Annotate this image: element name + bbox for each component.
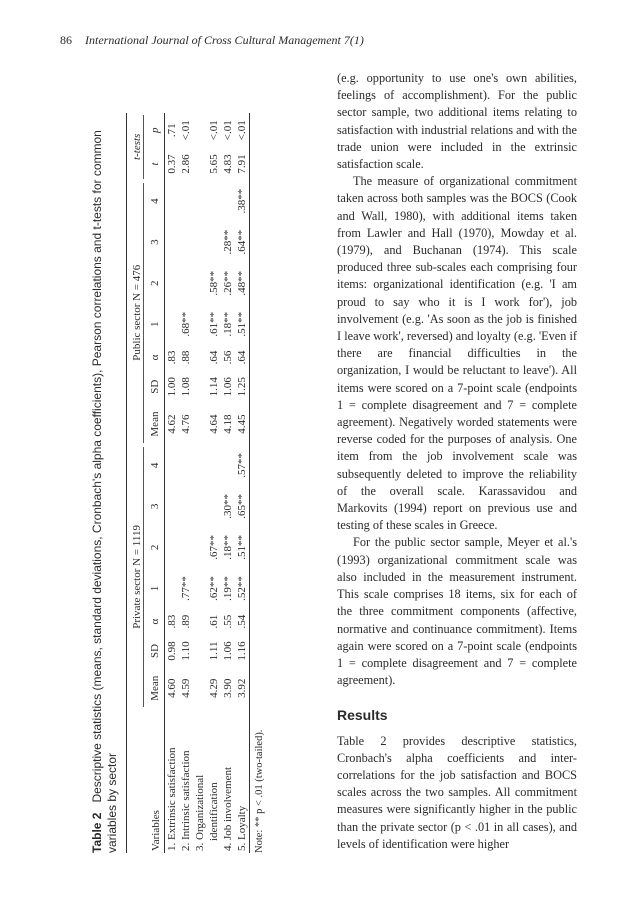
table-cell: .55	[222, 614, 234, 629]
table-cell: .18**	[222, 311, 234, 337]
table-cell: 1.16	[235, 634, 250, 667]
table-cell	[165, 527, 180, 568]
private-sector-header: Private sector N = 1119	[127, 445, 145, 709]
running-head	[60, 33, 364, 48]
table-cell: .51**	[235, 304, 250, 345]
public-sector-header: Public sector N = 476	[127, 181, 145, 445]
table-cell: 5.65	[208, 154, 220, 174]
table-cell	[193, 609, 207, 634]
table-cell	[193, 668, 207, 709]
table-cell	[193, 403, 207, 444]
table-cell: 1.08	[180, 377, 192, 397]
table-row	[179, 113, 193, 853]
table-cell: .30**	[222, 494, 234, 519]
column-header: 3	[144, 486, 165, 527]
table-label: Table 2	[90, 812, 104, 853]
paragraph-1: (e.g. opportunity to use one's own abilities, feelings of accomplishment). For the public sector sample, two additional items relating to satisfaction with industrial relations and with the trade union were included in the extrinsic satisfaction scale.	[337, 71, 577, 172]
table-cell	[207, 445, 221, 486]
table-cell	[165, 222, 180, 263]
column-header: Mean	[144, 668, 165, 709]
table-cell: .56	[222, 350, 234, 365]
column-header: 2	[144, 263, 165, 304]
table-cell: .71	[166, 123, 178, 138]
table-cell: .61**	[208, 311, 220, 337]
rotated-table	[80, 113, 315, 853]
column-header: 3	[144, 222, 165, 263]
table-cell	[193, 304, 207, 345]
table-cell: 1.06	[222, 377, 234, 397]
table-cell: 4.76	[180, 414, 192, 434]
table-cell	[193, 634, 207, 667]
table-cell: .28**	[222, 229, 234, 255]
column-header: 2	[144, 527, 165, 568]
note-label: Note:	[254, 829, 265, 853]
table-row	[221, 113, 235, 853]
table-body	[165, 113, 250, 853]
table-cell: .48**	[235, 263, 250, 304]
table-cell	[193, 181, 207, 222]
table-note	[254, 113, 265, 853]
table-cell	[165, 486, 180, 527]
variables-header: Variables	[127, 709, 165, 853]
table-cell	[165, 568, 180, 609]
column-header: 4	[144, 445, 165, 486]
table-cell	[165, 445, 180, 486]
column-header: 1	[144, 304, 165, 345]
column-header: 1	[144, 568, 165, 609]
table-cell: 3.92	[235, 668, 250, 709]
table-cell: .61	[208, 614, 220, 629]
table-cell: 4.83	[222, 154, 234, 174]
table-cell: 4.18	[222, 414, 234, 434]
table-cell: 1.11	[208, 641, 220, 661]
table-cell: 1.25	[235, 370, 250, 403]
table-cell: .67**	[208, 535, 220, 560]
table-cell	[179, 486, 193, 527]
table-cell: .89	[180, 614, 192, 629]
table-cell: .65**	[235, 486, 250, 527]
table-cell: .64**	[235, 222, 250, 263]
variable-label: 3. Organizational	[194, 774, 206, 851]
table-cell	[193, 222, 207, 263]
table-cell: .18**	[222, 535, 234, 560]
table-caption-text: Descriptive statistics (means, standard deviations, Cronbach's alpha coefficients), Pearson correlations and t-tests for common variables by sector	[90, 130, 119, 853]
column-header: 4	[144, 181, 165, 222]
column-header: α	[144, 609, 165, 634]
column-header: Mean	[144, 403, 165, 444]
results-heading: Results	[337, 707, 388, 724]
stats-table	[126, 113, 250, 853]
table-cell: .83	[166, 614, 178, 629]
table-cell: .52**	[235, 568, 250, 609]
paragraph-2: The measure of organizational commitment taken across both samples was the BOCS (Cook and Wall, 1980), with additional items taken from Lawler and Hall (1970), Mowday et al. (1979), and Buchanan (1974). This scale produced three sub-scales each comprising four items: organizational identification (e.g. 'I am proud to say who it is I work for'), job involvement (e.g. 'As soon as the job is finished I leave work', reversed) and loyalty (e.g. 'Even if there are financial difficulties in the organization, I would be reluctant to leave'). All items were scored on a 7-point scale (endpoints 1 = complete disagreement and 7 = complete agreement). Negatively worded statements were reverse coded for the purposes of analysis. One item from the job involvement scale was subsequently deleted to improve the reliability of the overall scale. Karassavidou and Markovits (1994) report on previous use and testing of these scales in Greece.	[337, 174, 577, 533]
table-cell: .51**	[235, 527, 250, 568]
table-cell	[193, 527, 207, 568]
variable-label: 4. Job involvement	[222, 766, 234, 851]
column-header: SD	[144, 634, 165, 667]
table-cell	[193, 113, 207, 147]
paragraph-3: For the public sector sample, Meyer et al.'s (1993) organizational commitment scale was also included in the measurement instrument. This scale comprises 18 items, six for each of the three commitment components (affective, normative and continuance commitment). Items again were scored on a 7-point scale (endpoints 1 = complete disagreement and 7 = complete agreement).	[337, 535, 577, 688]
table-cell: <.01	[222, 120, 234, 141]
table-cell: 4.60	[166, 678, 178, 698]
table-cell	[179, 263, 193, 304]
table-cell: <.01	[208, 120, 220, 141]
table-cell	[207, 486, 221, 527]
table-row	[165, 113, 180, 853]
table-cell	[193, 345, 207, 370]
table-row	[235, 113, 250, 853]
table-cell	[221, 445, 235, 486]
variable-label: identification	[208, 782, 220, 841]
table-cell: 0.98	[166, 641, 178, 661]
table-cell: 1.14	[208, 377, 220, 397]
table-cell	[207, 181, 221, 222]
table-cell: .64	[235, 345, 250, 370]
table-cell: <.01	[180, 120, 192, 141]
table-cell	[193, 445, 207, 486]
table-cell: .54	[235, 609, 250, 634]
table-cell: .62**	[208, 576, 220, 601]
table-cell: 1.00	[166, 377, 178, 397]
table-cell	[193, 147, 207, 180]
table-cell: .64	[208, 350, 220, 365]
variable-label: 1. Extrinsic satisfaction	[166, 747, 178, 851]
table-cell: 1.06	[222, 641, 234, 661]
table-cell: 4.59	[180, 678, 192, 698]
table-cell: 3.90	[222, 678, 234, 698]
table-row	[193, 113, 207, 853]
table-cell: 4.29	[208, 678, 220, 698]
table-cell	[193, 263, 207, 304]
table-cell: 0.37	[166, 154, 178, 174]
table-row	[207, 113, 221, 853]
column-header: SD	[144, 370, 165, 403]
table-cell: .57**	[235, 445, 250, 486]
table-cell: .26**	[222, 270, 234, 296]
page-number: 86	[60, 33, 72, 47]
table-cell: .88	[180, 350, 192, 365]
body-text-column	[337, 70, 577, 853]
variable-label: 2. Intrinsic satisfaction	[180, 750, 192, 851]
table-cell: 7.91	[235, 147, 250, 180]
table-cell: 4.45	[235, 403, 250, 444]
table-cell: 4.62	[166, 414, 178, 434]
table-cell	[179, 527, 193, 568]
table-cell	[165, 181, 180, 222]
table-cell: .19**	[222, 576, 234, 601]
table-cell	[165, 263, 180, 304]
table-cell	[179, 181, 193, 222]
table-cell: 2.86	[180, 154, 192, 174]
column-header: t	[144, 147, 165, 180]
column-header: α	[144, 345, 165, 370]
table-cell	[193, 370, 207, 403]
table-cell	[207, 222, 221, 263]
table-cell	[193, 568, 207, 609]
table-caption	[90, 113, 120, 853]
table-cell	[179, 222, 193, 263]
column-header: p	[144, 113, 165, 147]
note-text: ** p < .01 (two-tailed).	[254, 729, 265, 828]
table-cell	[221, 181, 235, 222]
table-cell: .77**	[180, 576, 192, 601]
table-cell: .58**	[208, 270, 220, 296]
variable-label: 5. Loyalty	[235, 709, 250, 853]
table-cell: 1.10	[180, 641, 192, 661]
table-cell: .68**	[180, 311, 192, 337]
journal-title: International Journal of Cross Cultural Management 7(1)	[85, 33, 364, 47]
table-cell: .38**	[235, 181, 250, 222]
table-cell	[193, 486, 207, 527]
ttests-header: t-tests	[127, 113, 145, 181]
paragraph-4: Table 2 provides descriptive statistics, Cronbach's alpha coefficients and inter-correlations for the job satisfaction and BOCS scales across the two samples. All commitment measures were significantly higher in the public than the private sector (p < .01 in all cases), and levels of identification were higher	[337, 733, 577, 851]
table-cell	[179, 445, 193, 486]
table-cell: 4.64	[208, 414, 220, 434]
table-cell: .83	[166, 350, 178, 365]
table-cell	[165, 304, 180, 345]
table-cell: <.01	[235, 113, 250, 147]
